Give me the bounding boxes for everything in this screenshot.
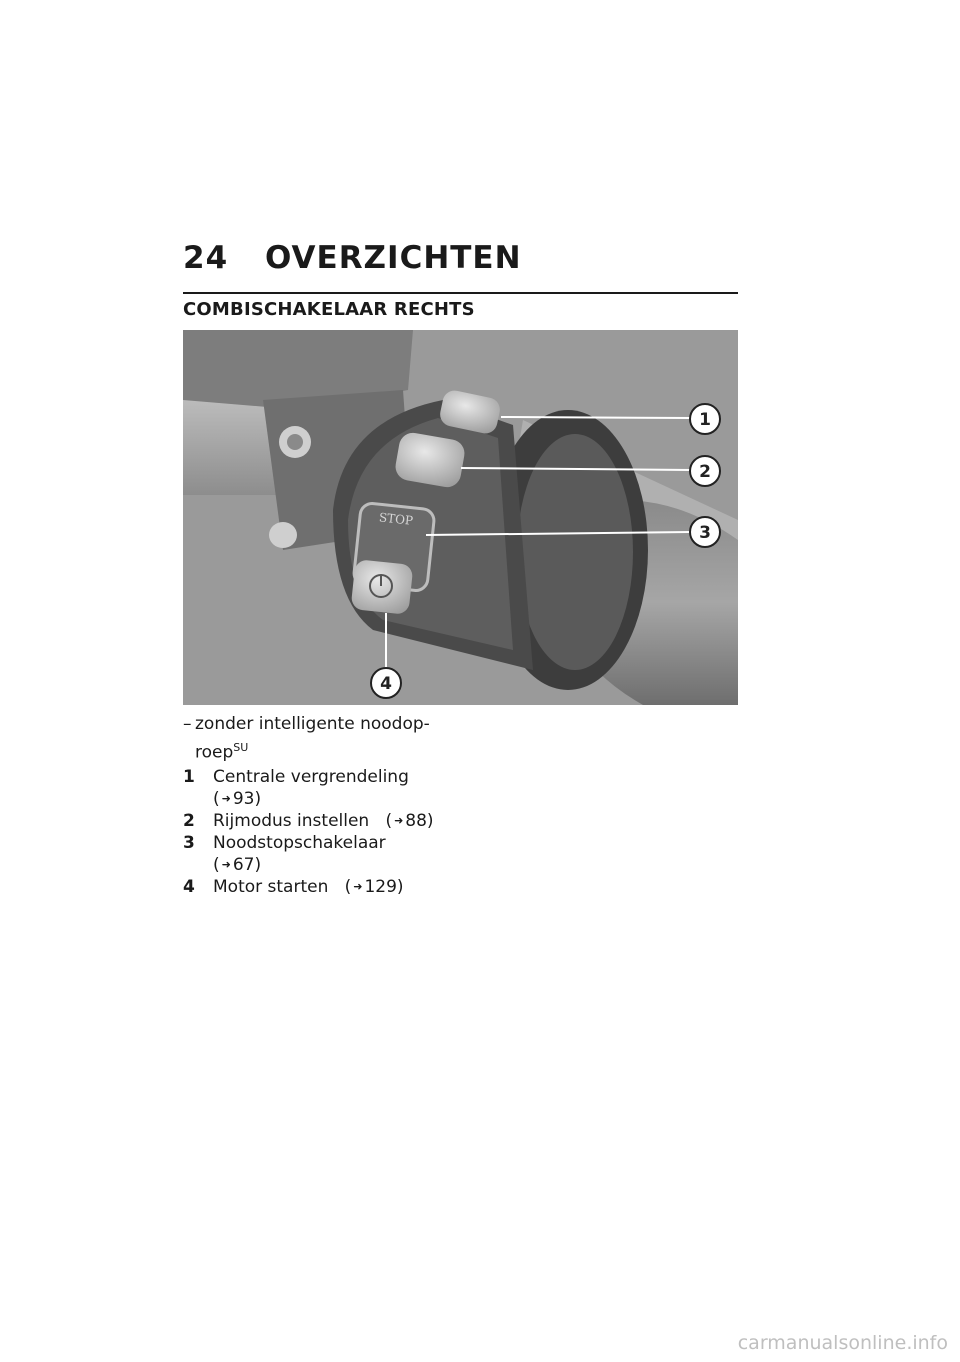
legend-number: 1 [183,767,195,787]
legend-number: 2 [183,811,195,831]
legend-text: Noodstopschakelaar [213,833,386,853]
arrow-right-icon: ➜ [221,792,231,805]
legend-text: Motor starten [213,877,329,897]
page-header [183,240,738,276]
callout-legend [183,766,473,898]
callout-4 [371,668,401,698]
callout-2 [690,456,720,486]
callout-2-label: 2 [699,462,711,482]
chapter-title: OVERZICHTEN [265,240,522,276]
note-dash: – [183,714,192,734]
legend-item [183,876,473,898]
legend-item [183,766,473,810]
legend-number: 4 [183,877,195,897]
page-reference[interactable]: ( ➜ 88) [385,811,434,831]
legend-text: Centrale vergrendeling [213,767,409,787]
stop-label: STOP [378,510,414,528]
note-superscript: SU [233,741,249,754]
page-reference[interactable]: ( ➜ 67) [213,855,262,875]
arrow-right-icon: ➜ [353,880,363,893]
callout-3-label: 3 [699,523,711,543]
page-number: 24 [183,240,229,276]
watermark: carmanualsonline.info [737,1332,948,1354]
handlebar-switch-photo [183,330,738,705]
arrow-right-icon: ➜ [221,858,231,871]
callout-1-label: 1 [699,410,711,430]
page-reference[interactable]: ( ➜ 129) [344,877,404,897]
handlebar-switch-illustration [183,330,738,705]
section-title: COMBISCHAKELAAR RECHTS [183,299,475,320]
note-text [183,712,473,765]
equipment-note [183,712,473,765]
legend-item [183,810,473,832]
header-divider [183,292,738,294]
page-reference[interactable]: ( ➜ 93) [213,789,262,809]
arrow-right-icon: ➜ [394,814,404,827]
callout-4-label: 4 [380,674,392,694]
note-body: zonder intelligente noodop-roep [195,714,430,763]
callout-3 [690,517,720,547]
legend-text: Rijmodus instellen [213,811,370,831]
legend-number: 3 [183,833,195,853]
legend-item [183,832,473,876]
callout-1 [690,404,720,434]
